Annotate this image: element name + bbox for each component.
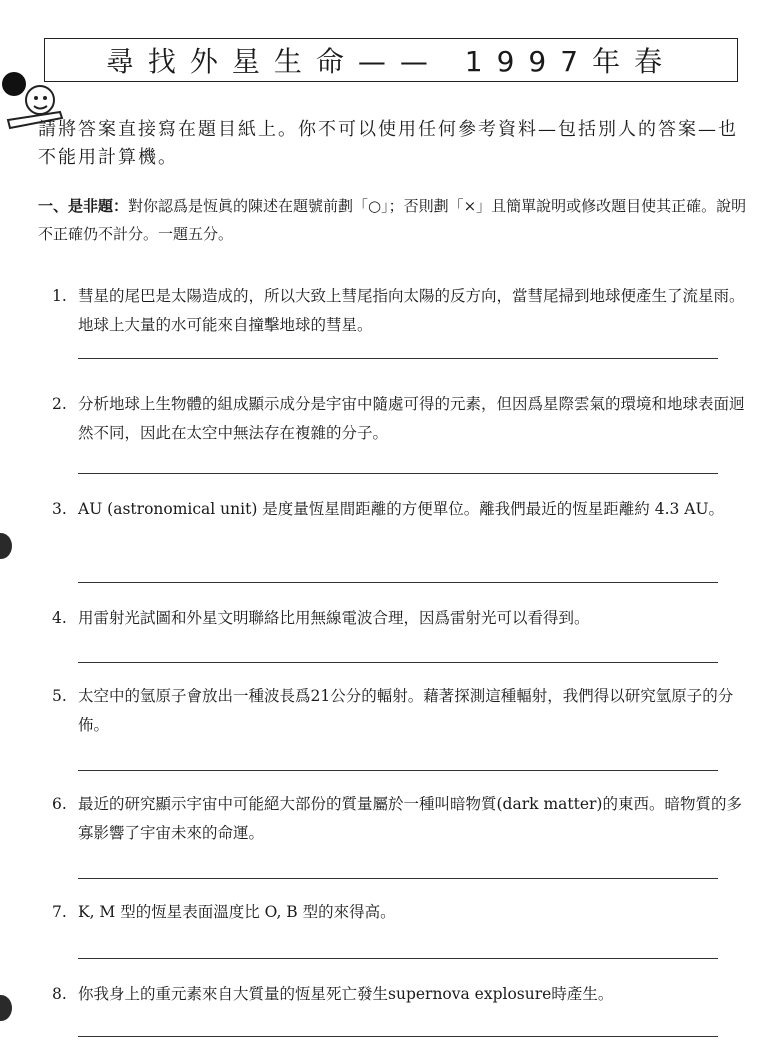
question-1 xyxy=(52,282,752,340)
question-number: 7. xyxy=(52,903,67,921)
section-header xyxy=(38,192,750,248)
question-2 xyxy=(52,390,752,448)
question-text: 用雷射光試圖和外星文明聯絡比用無線電波合理，因爲雷射光可以看得到。 xyxy=(78,609,590,627)
question-text: K, M 型的恆星表面溫度比 O, B 型的來得高。 xyxy=(78,903,396,921)
answer-line-4[interactable] xyxy=(78,662,718,663)
question-number: 8. xyxy=(52,985,67,1003)
title-box xyxy=(44,38,738,82)
question-text: AU (astronomical unit) 是度量恆星間距離的方便單位。離我們最近的恆星距離約 4.3 AU。 xyxy=(78,500,725,518)
answer-line-7[interactable] xyxy=(78,958,718,959)
section-label: 一、是非題： xyxy=(38,197,129,215)
question-3 xyxy=(52,495,752,524)
answer-line-6[interactable] xyxy=(78,878,718,879)
question-text: 太空中的氫原子會放出一種波長爲21公分的輻射。藉著探測這種輻射，我們得以研究氫原子的分佈。 xyxy=(78,687,734,734)
question-text: 你我身上的重元素來自大質量的恆星死亡發生supernova explosure時產生。 xyxy=(78,985,614,1003)
punch-hole-icon xyxy=(0,995,12,1021)
question-4 xyxy=(52,604,752,633)
question-number: 4. xyxy=(52,609,67,627)
question-number: 3. xyxy=(52,500,67,518)
question-8 xyxy=(52,980,752,1009)
question-number: 6. xyxy=(52,795,67,813)
question-text: 彗星的尾巴是太陽造成的，所以大致上彗尾指向太陽的反方向，當彗尾掃到地球便產生了流星雨。地球上大量的水可能來自撞擊地球的彗星。 xyxy=(78,287,745,334)
instructions: 請將答案直接寫在題目紙上。你不可以使用任何參考資料—包括別人的答案—也不能用計算機。 xyxy=(38,119,738,168)
punch-hole-icon xyxy=(0,533,12,559)
question-text: 最近的研究顯示宇宙中可能絕大部份的質量屬於一種叫暗物質(dark matter)的東西。暗物質的多寡影響了宇宙未來的命運。 xyxy=(78,795,742,842)
question-text: 分析地球上生物體的組成顯示成分是宇宙中隨處可得的元素，但因爲星際雲氣的環境和地球表面迥然不同，因此在太空中無法存在複雜的分子。 xyxy=(78,395,745,442)
page-title: 尋找外星生命—— 1997年春 xyxy=(105,45,677,78)
answer-line-3[interactable] xyxy=(78,582,718,583)
question-number: 2. xyxy=(52,395,67,413)
question-number: 5. xyxy=(52,687,67,705)
section-description: 對你認爲是恆眞的陳述在題號前劃「○」；否則劃「×」且簡單說明或修改題目使其正確。說明不正確仍不計分。一題五分。 xyxy=(38,197,747,243)
answer-line-1[interactable] xyxy=(78,358,718,359)
answer-line-2[interactable] xyxy=(78,473,718,474)
question-6 xyxy=(52,790,752,848)
question-7 xyxy=(52,898,752,927)
answer-line-8[interactable] xyxy=(78,1036,718,1037)
question-number: 1. xyxy=(52,287,67,305)
question-5 xyxy=(52,682,752,740)
answer-line-5[interactable] xyxy=(78,770,718,771)
